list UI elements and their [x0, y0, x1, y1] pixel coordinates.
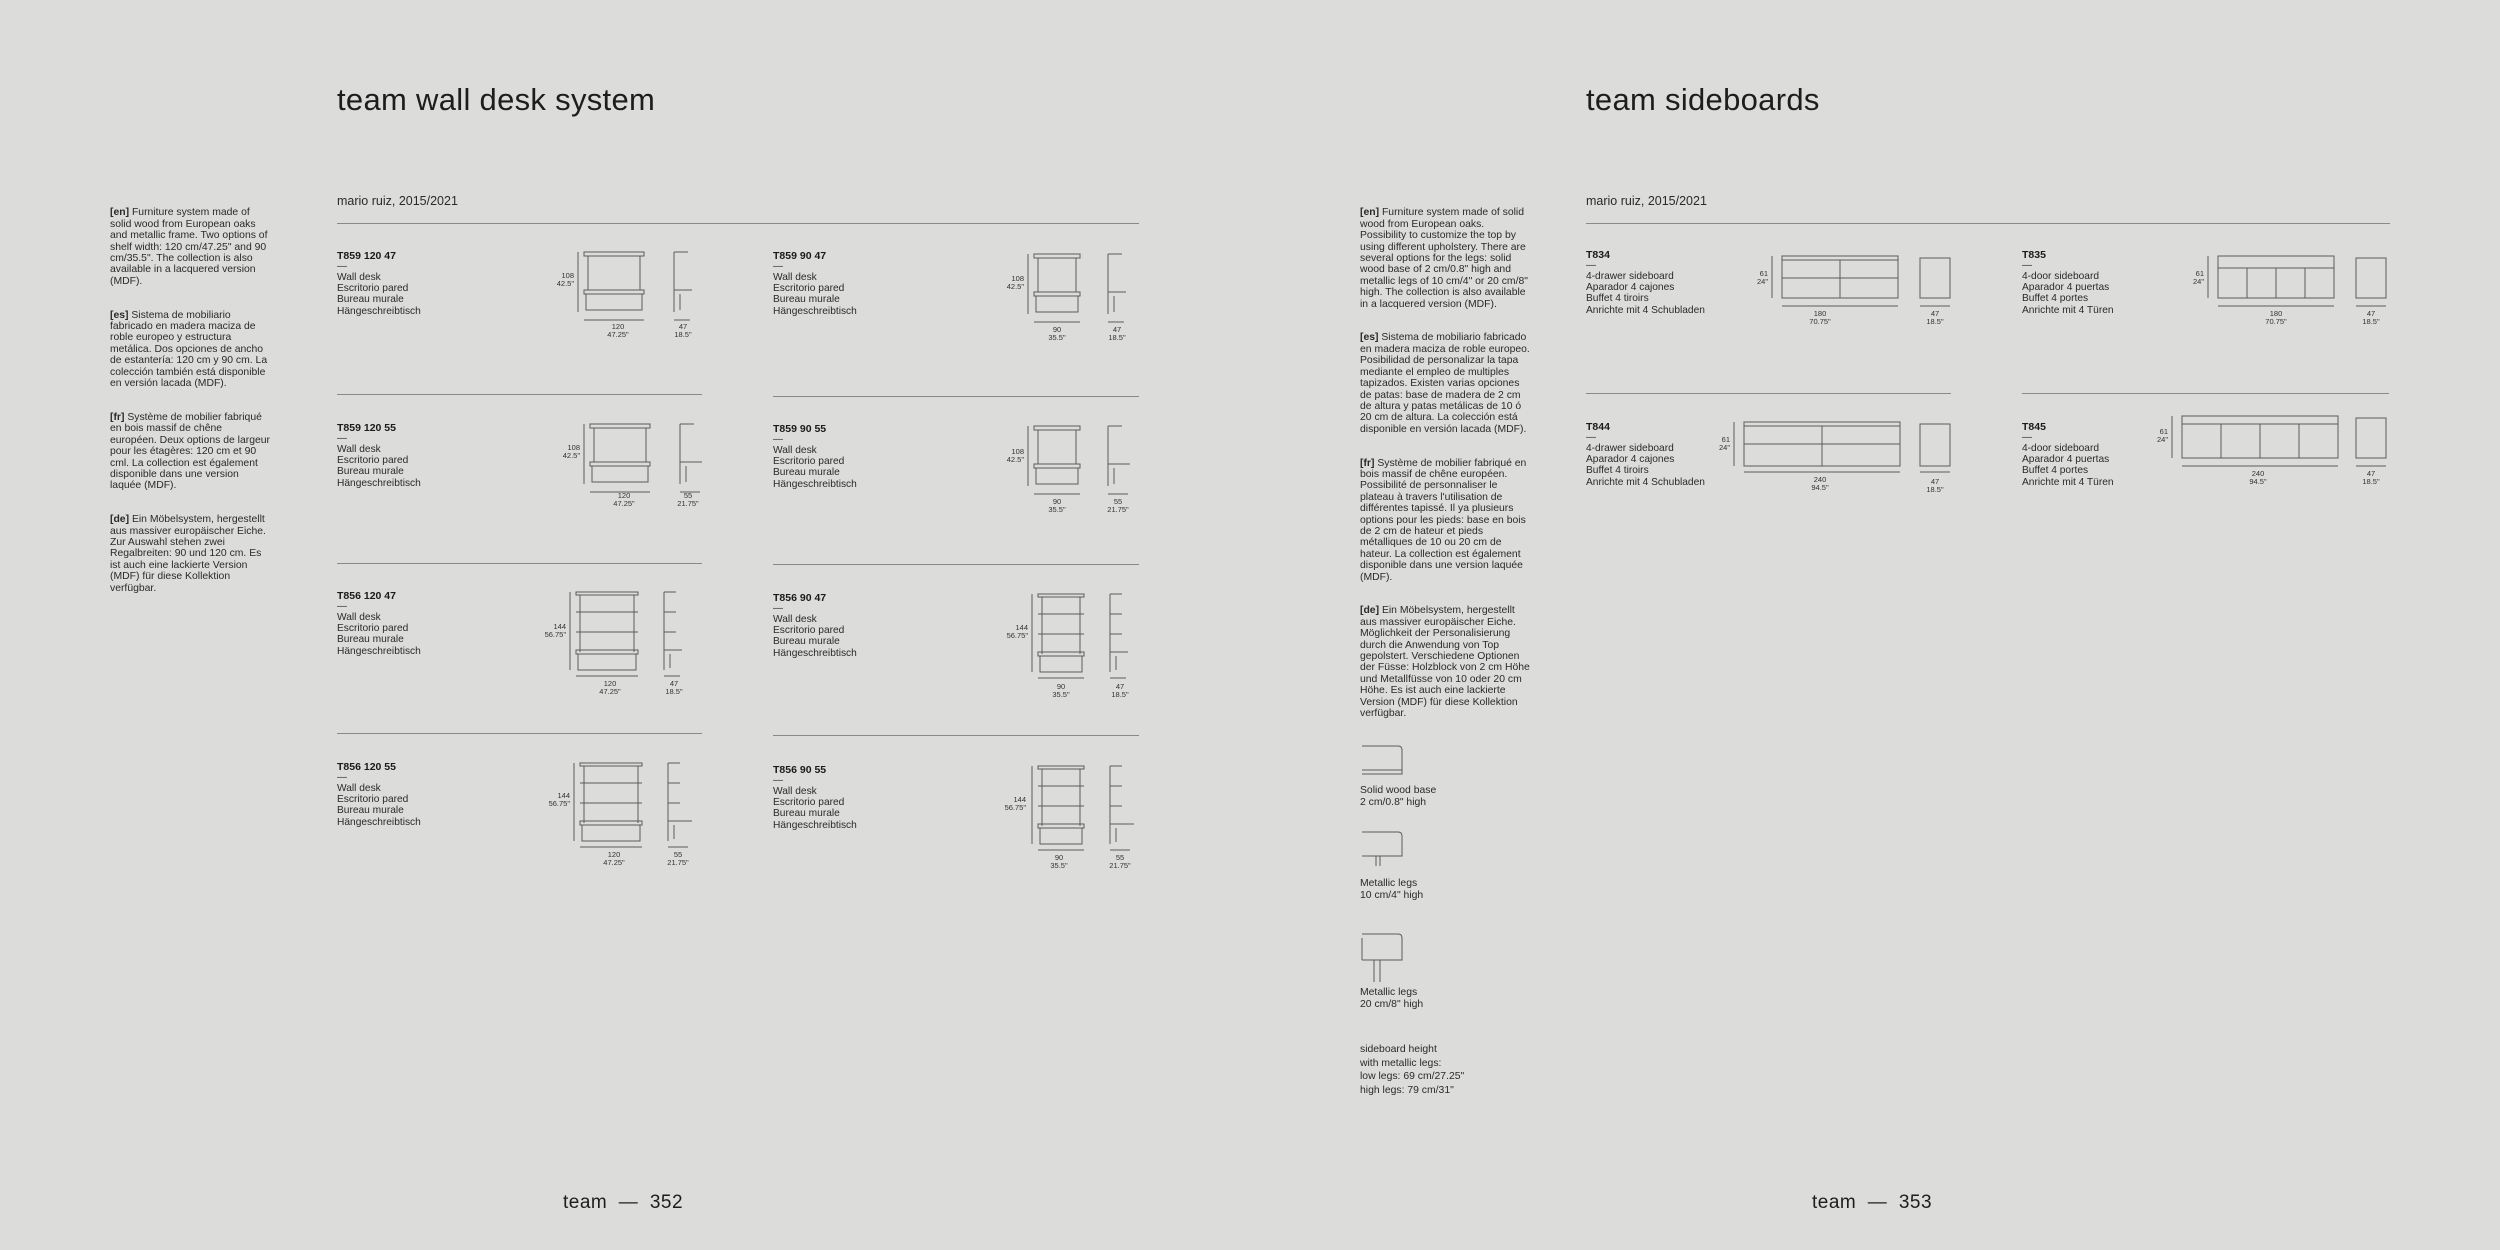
wall-desk-front-drawing: [1032, 594, 1092, 684]
height-label: 108 42.5": [562, 443, 580, 460]
product-description: Wall desk Escritorio pared Bureau murale Hängeschreibtisch: [773, 272, 857, 317]
product-code: T835: [2022, 249, 2046, 261]
product-code: T856 90 47: [773, 592, 827, 604]
height-label: 61 24": [1756, 269, 1768, 286]
product-dash: —: [1586, 432, 1596, 443]
product-description: Wall desk Escritorio pared Bureau murale Hängeschreibtisch: [337, 272, 421, 317]
wall-desk-front-drawing: [584, 422, 664, 502]
row-divider: [773, 735, 1139, 736]
depth-label: 47 18.5": [674, 322, 692, 339]
product-dash: —: [2022, 432, 2032, 443]
row-divider: [337, 563, 702, 564]
width-label: 120 47.25": [613, 491, 635, 508]
product-dash: —: [773, 261, 783, 272]
width-label: 120 47.25": [607, 322, 629, 339]
depth-label: 55 21.75": [667, 850, 689, 867]
sideboard-front-drawing: [1772, 256, 1902, 312]
product-description: Wall desk Escritorio pared Bureau murale Hängeschreibtisch: [337, 612, 421, 657]
right-top-divider: [1586, 223, 2390, 224]
depth-label: 55 21.75": [677, 491, 699, 508]
height-label: 61 24": [2156, 427, 2168, 444]
width-label: 240 94.5": [1811, 475, 1829, 492]
product-code: T845: [2022, 421, 2046, 433]
product-description: 4-door sideboard Aparador 4 puertas Buffet 4 portes Anrichte mit 4 Türen: [2022, 443, 2114, 488]
sideboard-front-drawing: [1734, 422, 1904, 478]
depth-label: 47 18.5": [1926, 309, 1944, 326]
wall-desk-front-drawing: [574, 763, 654, 853]
wall-desk-front-drawing: [1028, 424, 1088, 504]
right-page-subtitle: mario ruiz, 2015/2021: [1586, 194, 1707, 208]
width-label: 120 47.25": [599, 679, 621, 696]
sideboard-side-drawing: [2354, 256, 2390, 312]
product-description: 4-drawer sideboard Aparador 4 cajones Buffet 4 tiroirs Anrichte mit 4 Schubladen: [1586, 271, 1705, 316]
solid-wood-base-drawing: [1360, 744, 1404, 780]
sideboard-front-drawing: [2208, 256, 2338, 312]
product-dash: —: [1586, 260, 1596, 271]
product-description: Wall desk Escritorio pared Bureau murale Hängeschreibtisch: [337, 783, 421, 828]
height-label: 144 56.75": [544, 622, 566, 639]
right-description: [en] Furniture system made of solid wood from European oaks. Possibility to customize the top by using different upholstery. There are several options for the legs: solid wood base of 2 cm/0.8" high and metallic legs of 10 cm/4" or 20 cm/8" high. The collection is also available in a lacquered version (MDF). [es] Sistema de mobiliario fabricado en madera maciza de roble europeo. Posibilidad de personalizar la tapa mediante el empleo de multiples tapizados. Existen varias opciones de patas: base de madera de 2 cm de altura y patas metálicas de 10 ó 20 cm de altura. La colección está disponible en versión lacada (MDF). [fr] Système de mobilier fabriqué en bois massif de chêne européen. Possibilité de personnaliser le plateau à travers l'utilisation de différentes tapissé. Il ya plusieurs options pour les pieds: base en bois de 2 cm de hateur et pieds métalliques de 10 ou 20 cm de hateur. La collection est également disponible dans une version laquée (MDF). [de] Ein Möbelsystem, hergestellt aus massiver europäischer Eiche. Möglichkeit der Personalisierung durch die Anwendung von Top gepolstert. Verschiedene Optionen der Füsse: Holzblock von 2 cm Höhe und Metallfüsse von 10 oder 20 cm Höhe. Es ist auch eine lackierte Version (MDF) für diese Kollektion verfügbar.: [1360, 207, 1530, 720]
height-label: 144 56.75": [1006, 623, 1028, 640]
width-label: 180 70.75": [2265, 309, 2287, 326]
row-divider: [337, 394, 702, 395]
width-label: 90 35.5": [1052, 682, 1070, 699]
depth-label: 55 21.75": [1107, 497, 1129, 514]
width-label: 90 35.5": [1048, 325, 1066, 342]
wall-desk-front-drawing: [578, 250, 658, 330]
metallic-legs-high-drawing: [1360, 932, 1404, 988]
product-description: 4-drawer sideboard Aparador 4 cajones Buffet 4 tiroirs Anrichte mit 4 Schubladen: [1586, 443, 1705, 488]
sideboard-height-note: sideboard height with metallic legs: low legs: 69 cm/27.25" high legs: 79 cm/31": [1360, 1044, 1465, 1096]
depth-label: 47 18.5": [665, 679, 683, 696]
wall-desk-side-drawing: [1108, 594, 1138, 684]
product-code: T844: [1586, 421, 1610, 433]
product-dash: —: [773, 775, 783, 786]
sideboard-side-drawing: [1918, 422, 1954, 478]
left-top-divider: [337, 223, 1139, 224]
product-description: 4-door sideboard Aparador 4 puertas Buffet 4 portes Anrichte mit 4 Türen: [2022, 271, 2114, 316]
height-label: 61 24": [1718, 435, 1730, 452]
width-label: 90 35.5": [1048, 497, 1066, 514]
product-code: T834: [1586, 249, 1610, 261]
width-label: 180 70.75": [1809, 309, 1831, 326]
sideboard-side-drawing: [2354, 416, 2390, 472]
row-divider: [2022, 393, 2389, 394]
product-code: T856 90 55: [773, 764, 827, 776]
wall-desk-side-drawing: [678, 422, 708, 502]
wall-desk-side-drawing: [666, 763, 700, 853]
sideboard-front-drawing: [2172, 416, 2342, 472]
wall-desk-front-drawing: [570, 592, 650, 682]
left-page-subtitle: mario ruiz, 2015/2021: [337, 194, 458, 208]
base-option-solid-wood: Solid wood base 2 cm/0.8" high: [1360, 785, 1437, 808]
depth-label: 47 18.5": [2362, 469, 2380, 486]
row-divider: [1586, 393, 1951, 394]
product-description: Wall desk Escritorio pared Bureau murale Hängeschreibtisch: [773, 445, 857, 490]
height-label: 108 42.5": [1006, 447, 1024, 464]
wall-desk-side-drawing: [662, 592, 692, 682]
height-label: 144 56.75": [548, 791, 570, 808]
height-label: 108 42.5": [1006, 274, 1024, 291]
product-description: Wall desk Escritorio pared Bureau murale Hängeschreibtisch: [337, 444, 421, 489]
row-divider: [773, 564, 1139, 565]
wall-desk-side-drawing: [1108, 766, 1142, 856]
product-dash: —: [337, 433, 347, 444]
left-description: [en] Furniture system made of solid wood from European oaks and metallic frame. Two options of shelf width: 120 cm/47.25" and 90 cm/35.5". The collection is also available in a lacquered version (MDF). [es] Sistema de mobiliario fabricado en madera maciza de roble europeo y estructura metálica. Dos opciones de ancho de estantería: 120 cm y 90 cm. La colección también está disponible en versión lacada (MDF). [fr] Système de mobilier fabriqué en bois massif de chêne européen. Deux options de largeur pour les étagères: 120 cm et 90 cml. La collection est également disponible dans une version laquée (MDF). [de] Ein Möbelsystem, hergestellt aus massiver europäischer Eiche. Zur Auswahl stehen zwei Regalbreiten: 90 und 120 cm. Es ist auch eine lackierte Version (MDF) für diese Kollektion verfügbar.: [110, 207, 271, 594]
wall-desk-front-drawing: [1028, 252, 1088, 332]
metallic-legs-low-drawing: [1360, 830, 1404, 870]
depth-label: 47 18.5": [1926, 477, 1944, 494]
wall-desk-side-drawing: [672, 250, 702, 330]
right-page-number: team — 353: [1812, 1192, 1933, 1213]
wall-desk-side-drawing: [1106, 424, 1136, 504]
product-description: Wall desk Escritorio pared Bureau murale Hängeschreibtisch: [773, 614, 857, 659]
row-divider: [337, 733, 702, 734]
sideboard-side-drawing: [1918, 256, 1954, 312]
width-label: 240 94.5": [2249, 469, 2267, 486]
product-dash: —: [773, 434, 783, 445]
product-dash: —: [337, 772, 347, 783]
wall-desk-side-drawing: [1106, 252, 1136, 332]
height-label: 144 56.75": [1004, 795, 1026, 812]
row-divider: [773, 396, 1139, 397]
product-code: T856 120 47: [337, 590, 396, 602]
width-label: 90 35.5": [1050, 853, 1068, 870]
left-page-number: team — 352: [563, 1192, 684, 1213]
product-code: T859 90 55: [773, 423, 827, 435]
right-page-title: team sideboards: [1586, 82, 1820, 117]
product-code: T856 120 55: [337, 761, 396, 773]
product-dash: —: [773, 603, 783, 614]
left-page-title: team wall desk system: [337, 82, 656, 117]
product-description: Wall desk Escritorio pared Bureau murale Hängeschreibtisch: [773, 786, 857, 831]
product-dash: —: [337, 261, 347, 272]
product-dash: —: [2022, 260, 2032, 271]
wall-desk-front-drawing: [1032, 766, 1092, 856]
product-code: T859 90 47: [773, 250, 827, 262]
product-dash: —: [337, 601, 347, 612]
height-label: 61 24": [2192, 269, 2204, 286]
depth-label: 55 21.75": [1109, 853, 1131, 870]
depth-label: 47 18.5": [2362, 309, 2380, 326]
base-option-metallic-low: Metallic legs 10 cm/4" high: [1360, 878, 1424, 901]
depth-label: 47 18.5": [1108, 325, 1126, 342]
base-option-metallic-high: Metallic legs 20 cm/8" high: [1360, 987, 1424, 1010]
product-code: T859 120 55: [337, 422, 396, 434]
width-label: 120 47.25": [603, 850, 625, 867]
depth-label: 47 18.5": [1111, 682, 1129, 699]
height-label: 108 42.5": [556, 271, 574, 288]
product-code: T859 120 47: [337, 250, 396, 262]
